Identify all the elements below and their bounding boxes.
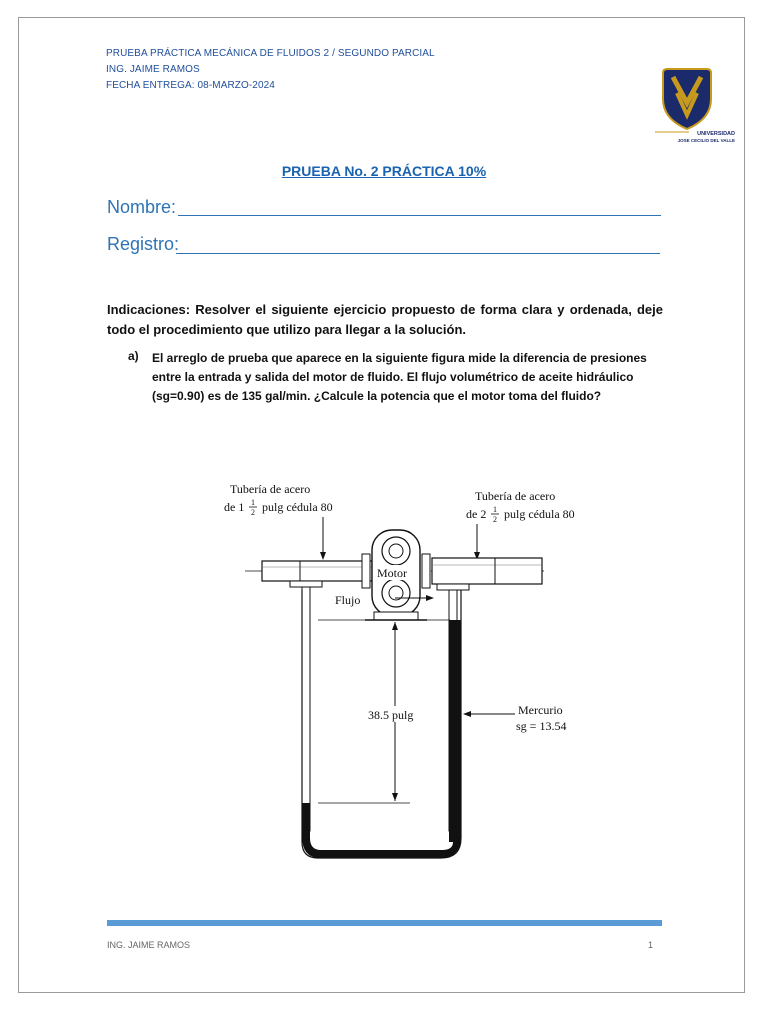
sg-label: sg = 13.54: [516, 719, 567, 733]
right-pipe-frac-den: 2: [493, 515, 497, 524]
right-pipe-label-1: Tubería de acero: [475, 489, 556, 503]
logo-name: UNIVERSIDAD: [697, 131, 735, 137]
right-pipe-label-2: de 2: [466, 507, 487, 521]
manometer-figure: [210, 470, 590, 870]
instructions: Indicaciones: Resolver el siguiente ejercicio propuesto de forma clara y ordenada, deje todo el procedimiento que utilizo para llegar a la solución.: [107, 302, 663, 337]
question-text: El arreglo de prueba que aparece en la siguiente figura mide la diferencia de presiones entre la entrada y salida del motor de fluido. El flujo volumétrico de aceite hidráulico (sg=0.90) es de 135 gal/min. ¿Calcule la potencia que el motor toma del fluido?: [152, 351, 647, 403]
test-title: PRUEBA No. 2 PRÁCTICA 10%: [281, 163, 487, 179]
left-pipe-label-3: pulg cédula 80: [262, 500, 333, 514]
left-pipe-frac-num: 1: [251, 498, 255, 507]
registro-label: Registro:: [107, 234, 180, 254]
nombre-label: Nombre:: [107, 197, 177, 217]
flow-label: Flujo: [335, 593, 361, 607]
left-pipe-label-1: Tubería de acero: [230, 482, 311, 496]
logo-sub: JOSE CECILIO DEL VALLE: [677, 138, 735, 143]
right-pipe-label-3: pulg cédula 80: [504, 507, 575, 521]
nombre-line[interactable]: [178, 215, 661, 216]
university-logo: [645, 63, 737, 149]
question-letter: a): [128, 349, 139, 363]
header-date: FECHA ENTREGA: 08-MARZO-2024: [106, 80, 275, 91]
dimension-label: 38.5 pulg: [368, 708, 414, 722]
header-teacher: ING. JAIME RAMOS: [106, 64, 200, 75]
left-pipe-frac-den: 2: [251, 508, 255, 517]
right-pipe-frac-num: 1: [493, 505, 497, 514]
footer-author: ING. JAIME RAMOS: [107, 940, 191, 950]
header-course: PRUEBA PRÁCTICA MECÁNICA DE FLUIDOS 2 / SEGUNDO PARCIAL: [106, 48, 435, 59]
page-number: 1: [648, 940, 654, 950]
registro-line[interactable]: [176, 253, 660, 254]
footer-rule: [107, 920, 662, 926]
motor-label: Motor: [377, 566, 407, 580]
mercury-label: Mercurio: [518, 703, 563, 717]
left-pipe-label-2: de 1: [224, 500, 245, 514]
